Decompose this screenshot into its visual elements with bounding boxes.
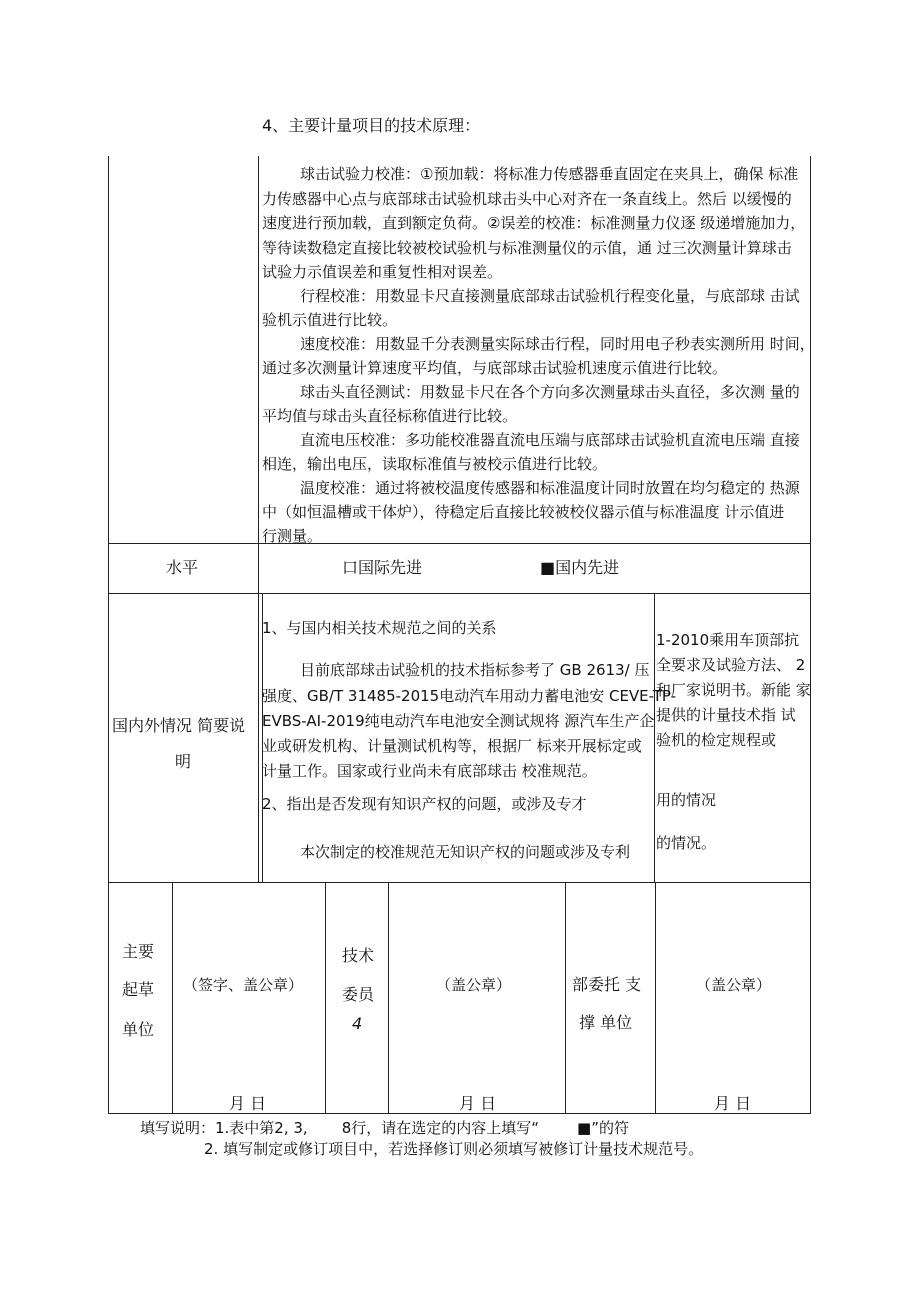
sig2-number: 4 xyxy=(352,1014,363,1033)
principle-line: 直流电压校准：多功能校准器直流电压端与底部球击试验机直流电压端 直接 xyxy=(300,431,800,449)
principle-line: 相连，输出电压，读取标准值与被校示值进行比较。 xyxy=(262,455,608,473)
sig2-stamp: （盖公章） xyxy=(436,976,512,994)
notes-line2: 2. 填写制定或修订项目中，若选择修订则必须填写被修订计量技术规范号。 xyxy=(204,1140,704,1158)
principle-line: 验机示值进行比较。 xyxy=(262,311,398,329)
situation-item2-text: 本次制定的校准规范无知识产权的问题或涉及专利 xyxy=(300,843,631,861)
sig1-label-line: 单位 xyxy=(122,1020,155,1039)
situation-label-line2: 明 xyxy=(175,752,192,771)
notes-line1 xyxy=(140,1118,629,1138)
situation-item1-line: 目前底部球击试验机的技术指标参考了 GB 2613/ 压 xyxy=(300,661,650,679)
situation-item1-line: 业或研发机构、计量测试机构等，根据厂 标来开展标定或 xyxy=(262,737,642,755)
situation-right-item2: 用的情况 xyxy=(656,791,717,809)
level-option-domestic-label: 国内先进 xyxy=(555,558,620,577)
principle-line: 球击试验力校准：①预加载：将标准力传感器垂直固定在夹具上，确保 标准 xyxy=(300,165,799,183)
sig1-date: 月 日 xyxy=(229,1094,267,1113)
situation-item1-line: EVBS-AI-2019纯电动汽车电池安全测试规将 源汽车生产企 xyxy=(262,712,655,730)
principle-line: 行测量。 xyxy=(262,527,323,545)
situation-item1-line: 计量工作。国家或行业尚未有底部球击 校准规范。 xyxy=(262,762,597,780)
sig1-label-line: 起草 xyxy=(122,980,155,999)
principle-line: 通过多次测量计算速度平均值，与底部球击试验机速度示值进行比较。 xyxy=(262,359,728,377)
situation-item2-title: 2、指出是否发现有知识产权的问题，或涉及专才 xyxy=(262,795,587,813)
situation-right-line: 1-2010乘用车顶部抗 xyxy=(656,631,800,649)
situation-item1-line: 强度、GB/T 31485-2015电动汽车用动力蓄电池安 CEVE-TP- xyxy=(262,687,676,705)
principle-line: 中（如恒温槽或干体炉），待稳定后直接比较被校仪器示值与标准温度 计示值进 xyxy=(262,503,785,521)
situation-right-line: 全要求及试验方法、 2 xyxy=(656,656,806,674)
sig3-date: 月 日 xyxy=(714,1094,752,1113)
notes-line1-prefix: 填写说明：1.表中第2, 3, xyxy=(140,1119,308,1137)
sig3-stamp: （盖公章） xyxy=(696,976,772,994)
sig3-label-line: 部委托 支 xyxy=(572,975,642,994)
situation-right-line: 提供的计量技术指 试 xyxy=(656,706,796,724)
level-label: 水平 xyxy=(166,558,199,577)
sig1-label-line: 主要 xyxy=(122,942,155,961)
level-option-international[interactable]: 口国际先进 xyxy=(342,558,423,577)
principle-line: 行程校准：用数显卡尺直接测量底部球击试验机行程变化量，与底部球 击试 xyxy=(300,287,800,305)
principle-line: 温度校准：通过将被校温度传感器和标准温度计同时放置在均匀稳定的 热源 xyxy=(300,479,800,497)
situation-right-line: 和厂家说明书。新能 家 xyxy=(656,681,811,699)
section-heading: 4、主要计量项目的技术原理： xyxy=(262,116,481,135)
sig2-date: 月 日 xyxy=(459,1094,497,1113)
principle-line: 球击头直径测试：用数显卡尺在各个方向多次测量球击头直径，多次测 量的 xyxy=(300,383,800,401)
principle-line: 等待读数稳定直接比较被校试验机与标准测量仪的示值，通 过三次测量计算球击 xyxy=(262,239,792,257)
principle-line: 力传感器中心点与底部球击试验机球击头中心对齐在一条直线上。然后 以缓慢的 xyxy=(262,190,792,208)
sig3-label-line: 撑 单位 xyxy=(579,1013,633,1032)
principle-line: 速度进行预加载，直到额定负荷。②误差的校准：标准测量力仪逐 级递增施加力， xyxy=(262,214,806,232)
filled-square-icon: ■ xyxy=(577,1119,592,1137)
level-option-domestic[interactable] xyxy=(540,558,619,578)
situation-right-item2-end: 的情况。 xyxy=(656,834,717,852)
situation-right-line: 验机的检定规程或 xyxy=(656,731,777,749)
sig1-stamp: （签字、盖公章） xyxy=(183,976,304,994)
notes-line1-suffix: ”的符 xyxy=(591,1119,630,1137)
notes-line1-mid: 8行，请在选定的内容上填写“ xyxy=(341,1119,540,1137)
checked-square-icon: ■ xyxy=(540,558,556,577)
situation-item1-title: 1、与国内相关技术规范之间的关系 xyxy=(262,619,497,637)
principle-line: 试验力示值误差和重复性相对误差。 xyxy=(262,263,503,281)
situation-label-line1: 国内外情况 简要说 xyxy=(112,716,246,735)
sig2-label-line: 技术 xyxy=(342,946,375,965)
sig2-label-line: 委员 xyxy=(342,985,375,1004)
principle-line: 速度校准：用数显千分表测量实际球击行程，同时用电子秒表实测所用 时间， xyxy=(300,335,815,353)
principle-line: 平均值与球击头直径标称值进行比较。 xyxy=(262,407,518,425)
